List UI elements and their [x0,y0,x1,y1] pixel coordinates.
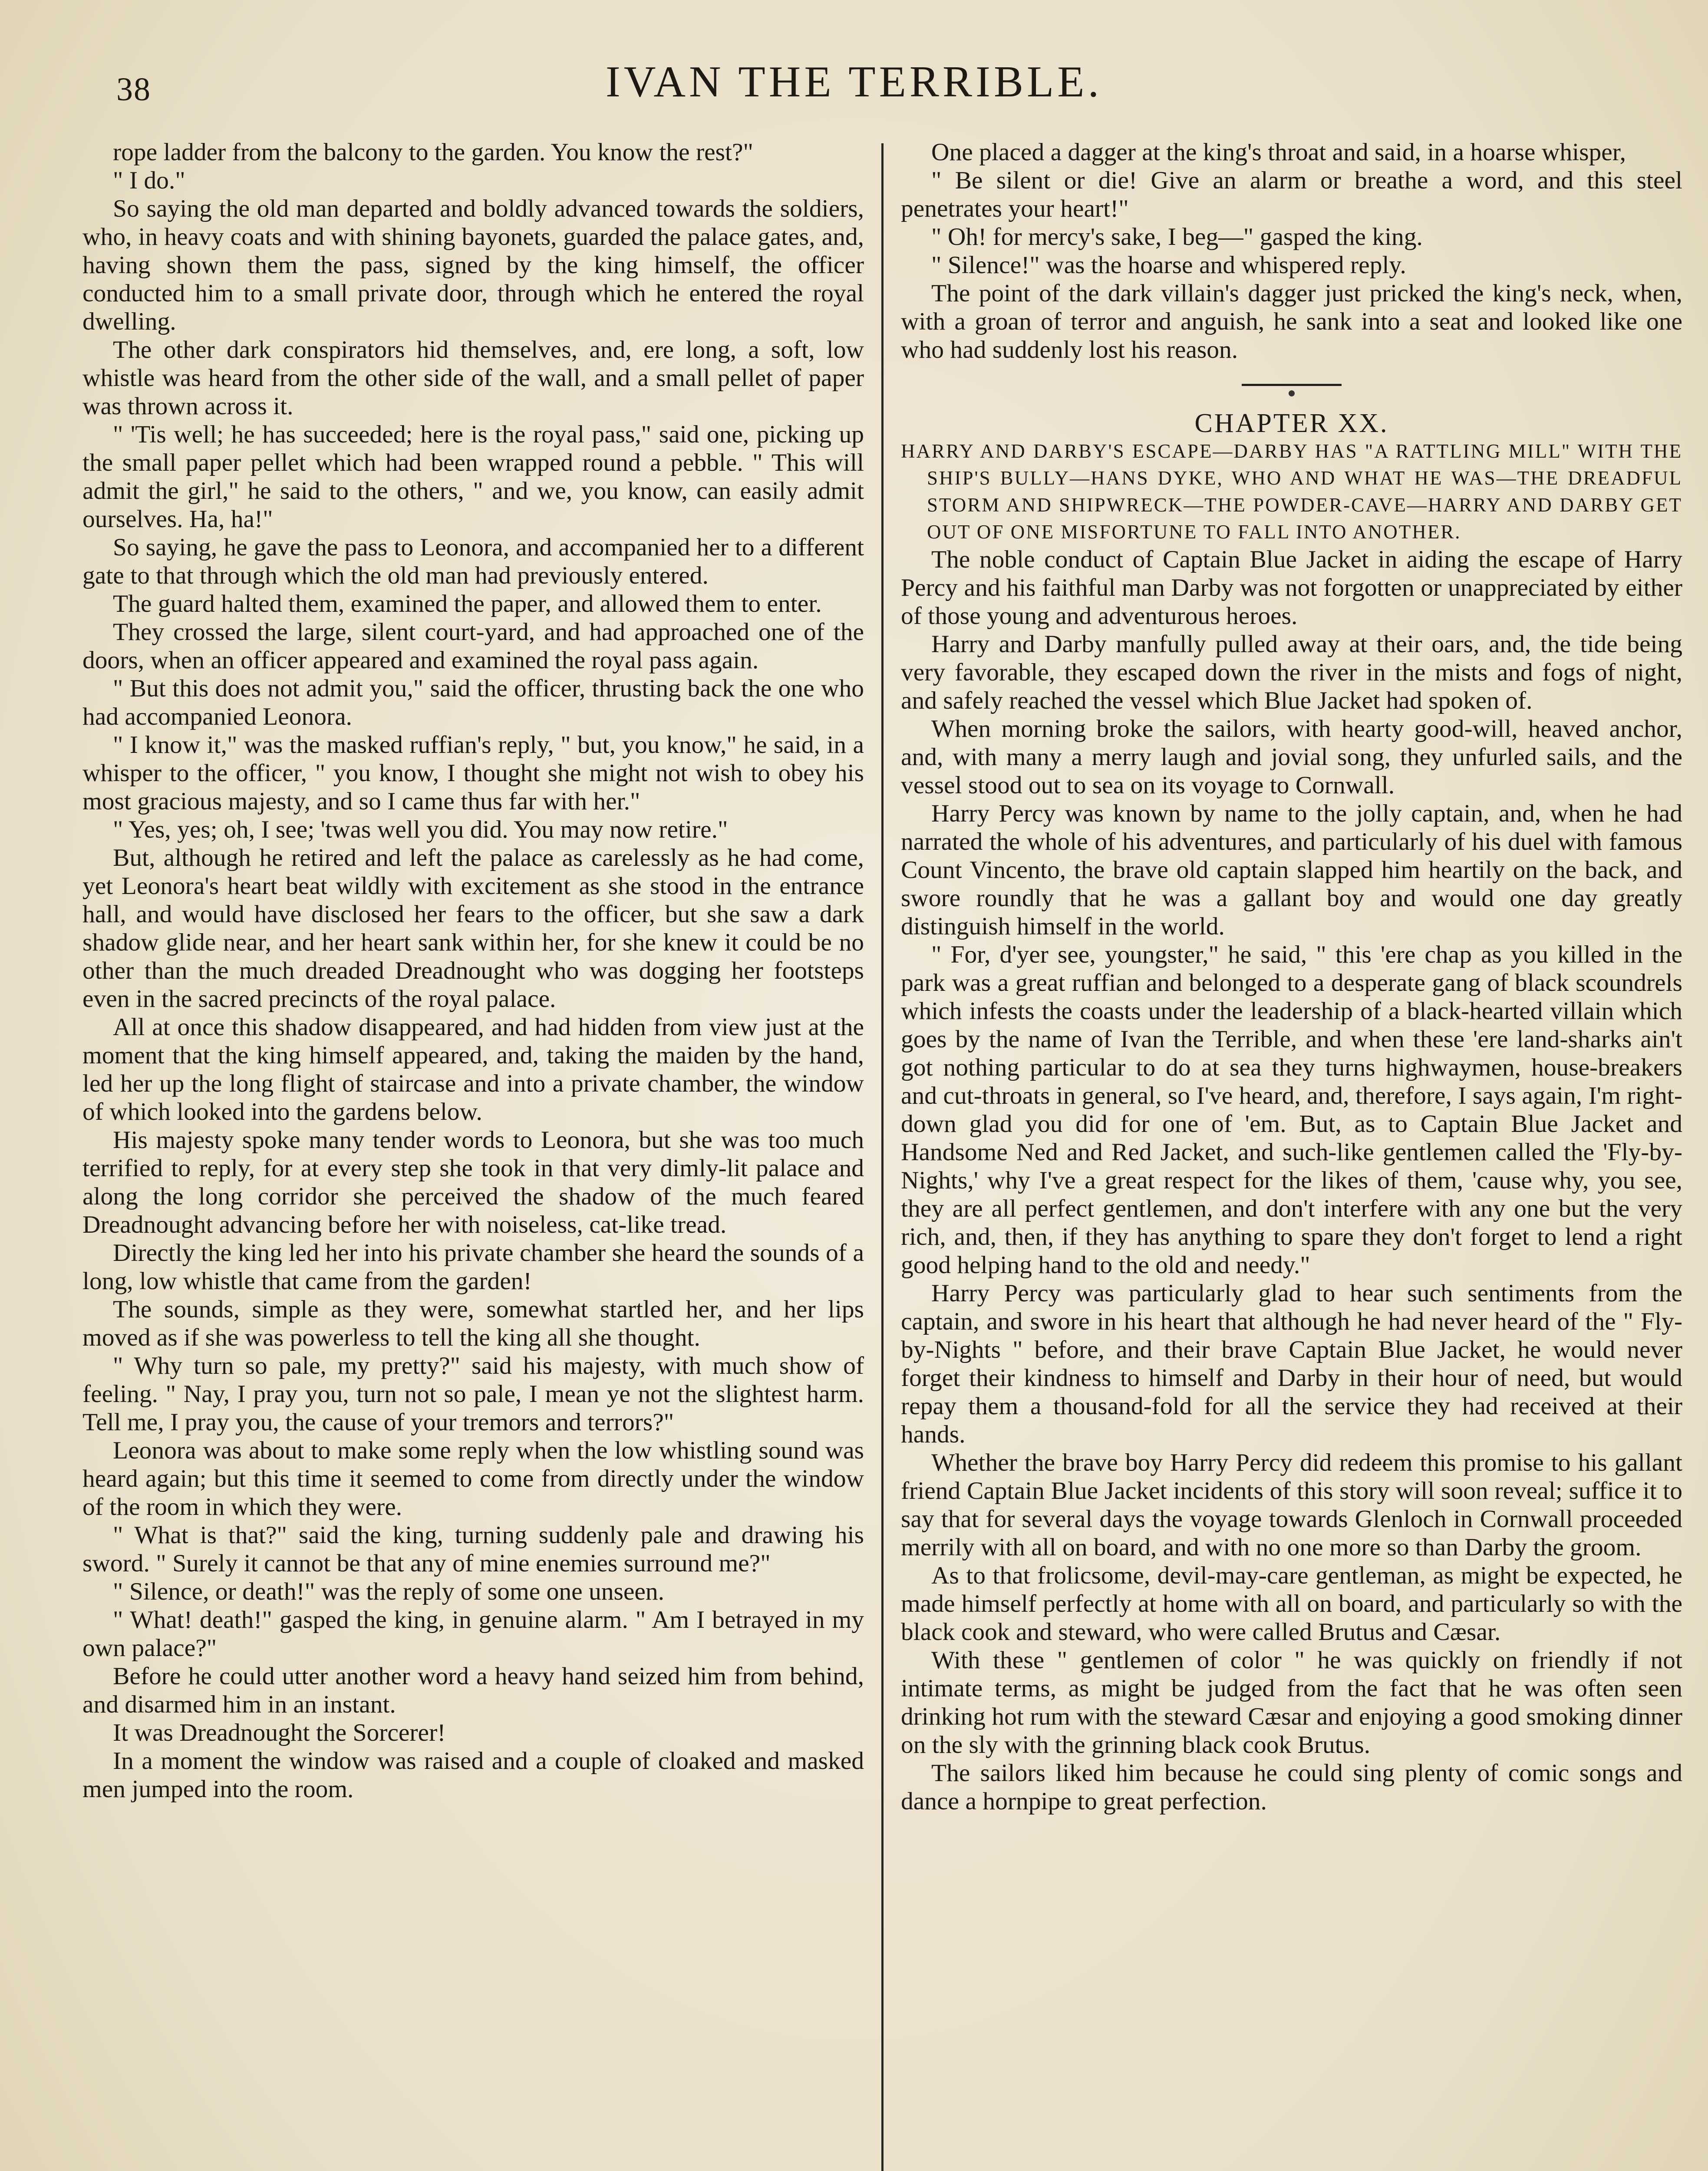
paragraph: They crossed the large, silent court-yard, and had approached one of the doors, when an officer appeared and examined the royal pass again. [82,618,864,674]
paragraph: So saying the old man departed and boldly advanced towards the soldiers, who, in heavy coats and with shining bayonets, guarded the palace gates, and, having shown them the pass, signed by the king himself, the officer conducted him to a small private door, through which he entered the royal dwelling. [82,195,864,335]
paragraph: " For, d'yer see, youngster," he said, " this 'ere chap as you killed in the park was a great ruffian and belonged to a desperate gang of black scoundrels which infests the coasts under the leadership of a black-hearted villain which goes by the name of Ivan the Terrible, and when these 'ere land-sharks ain't got nothing particular to do at sea they turns highwaymen, house-breakers and cut-throats in general, so I've heard, and, therefore, I says again, I'm right-down glad you did for one of 'em. But, as to Captain Blue Jacket and Handsome Ned and Red Jacket, and such-like gentlemen called the 'Fly-by-Nights,' why I've a great respect for the likes of them, 'cause why, you see, they are all perfect gentlemen, and don't interfere with any one but the very rich, and, then, if they has anything to spare they don't forget to lend a right good helping hand to the old and needy." [901,941,1682,1279]
paragraph: So saying, he gave the pass to Leonora, and accompanied her to a different gate to that through which the old man had previously entered. [82,534,864,589]
paragraph: Before he could utter another word a heavy hand seized him from behind, and disarmed him in an instant. [82,1663,864,1718]
paragraph: Harry and Darby manfully pulled away at their oars, and, the tide being very favorable, they escaped down the river in the mists and fogs of night, and safely reached the vessel which Blue Jacket had spoken of. [901,630,1682,714]
paragraph: It was Dreadnought the Sorcerer! [113,1719,446,1746]
paragraph: " Silence, or death!" was the reply of some one unseen. [113,1578,665,1605]
paragraph: Directly the king led her into his private chamber she heard the sounds of a long, low whistle that came from the garden! [82,1239,864,1295]
paragraph: " Why turn so pale, my pretty?" said his majesty, with much show of feeling. " Nay, I pray you, turn not so pale, I mean ye not the slightest harm. Tell me, I pray you, the cause of your tremors and terrors?" [82,1352,864,1436]
right-column-top [901,138,1682,364]
paragraph: rope ladder from the balcony to the garden. You know the rest?" [113,139,753,166]
left-column [82,138,864,2171]
running-head: IVAN THE TERRIBLE. [605,57,1103,106]
chapter-summary: HARRY AND DARBY'S ESCAPE—DARBY HAS "A RATTLING MILL" WITH THE SHIP'S BULLY—HANS DYKE, WHO AND WHAT HE WAS—THE DREADFUL STORM AND SHIPWRECK—THE POWDER-CAVE—HARRY AND DARBY GET OUT OF ONE MISFORTUNE TO FALL INTO ANOTHER. [901,440,1682,543]
chapter-title: CHAPTER XX. [1194,409,1389,438]
paragraph: " Silence!" was the hoarse and whispered reply. [931,251,1406,279]
paragraph: " Be silent or die! Give an alarm or breathe a word, and this steel penetrates your heart!" [901,167,1682,222]
paragraph: Leonora was about to make some reply when the low whistling sound was heard again; but this time it seemed to come from directly under the window of the room in which they were. [82,1437,864,1521]
paragraph: " I know it," was the masked ruffian's reply, " but, you know," he said, in a whisper to the officer, " you know, I thought she might not wish to obey his most gracious majesty, and so I came thus far with her." [82,731,864,815]
paragraph: His majesty spoke many tender words to Leonora, but she was too much terrified to reply, for at every step she took in that very dimly-lit palace and along the long corridor she perceived the shadow of the much feared Dreadnought advancing before her with noiseless, cat-like tread. [82,1126,864,1238]
paragraph: All at once this shadow disappeared, and had hidden from view just at the moment that the king himself appeared, and, taking the maiden by the hand, led her up the long flight of staircase and into a private chamber, the window of which looked into the gardens below. [82,1013,864,1125]
paragraph: " What! death!" gasped the king, in genuine alarm. " Am I betrayed in my own palace?" [82,1606,864,1662]
paragraph: The guard halted them, examined the paper, and allowed them to enter. [113,590,822,617]
paragraph: The sounds, simple as they were, somewhat startled her, and her lips moved as if she was powerless to tell the king all she thought. [82,1296,864,1351]
paragraph: " Yes, yes; oh, I see; 'twas well you did. You may now retire." [113,816,728,843]
paragraph: " I do." [113,167,185,194]
paragraph: The sailors liked him because he could sing plenty of comic songs and dance a hornpipe to great perfection. [901,1759,1682,1815]
paragraph: With these " gentlemen of color " he was quickly on friendly if not intimate terms, as might be judged from the fact that he was often seen drinking hot rum with the steward Cæsar and enjoying a good smoking dinner on the sly with the grinning black cook Brutus. [901,1646,1682,1759]
paragraph: In a moment the window was raised and a couple of cloaked and masked men jumped into the room. [82,1747,864,1803]
paragraph: When morning broke the sailors, with hearty good-will, heaved anchor, and, with many a merry laugh and jovial song, they unfurled sails, and the vessel stood out to sea on its voyage to Cornwall. [901,715,1682,799]
paragraph: " 'Tis well; he has succeeded; here is the royal pass," said one, picking up the small paper pellet which had been wrapped round a pebble. " This will admit the girl," he said to the others, " and we, you know, can easily admit ourselves. Ha, ha!" [82,421,864,533]
paragraph: One placed a dagger at the king's throat and said, in a hoarse whisper, [931,139,1626,166]
paragraph: Whether the brave boy Harry Percy did redeem this promise to his gallant friend Captain Blue Jacket incidents of this story will soon reveal; suffice it to say that for several days the voyage towards Glenloch in Cornwall proceeded merrily with all on board, and with no one more so than Darby the groom. [901,1449,1682,1561]
paragraph: " What is that?" said the king, turning suddenly pale and drawing his sword. " Surely it cannot be that any of mine enemies surround me?" [82,1521,864,1577]
right-column [901,138,1682,2171]
column-divider [881,143,884,2171]
paragraph: As to that frolicsome, devil-may-care gentleman, as might be expected, he made himself perfectly at home with all on board, and particularly so with the black cook and steward, who were called Brutus and Cæsar. [901,1562,1682,1646]
paragraph: The other dark conspirators hid themselves, and, ere long, a soft, low whistle was heard from the other side of the wall, and a small pellet of paper was thrown across it. [82,336,864,420]
page-number: 38 [116,71,151,108]
paragraph: But, although he retired and left the palace as carelessly as he had come, yet Leonora's heart beat wildly with excitement as she stood in the entrance hall, and would have disclosed her fears to the officer, but she saw a dark shadow glide near, and her heart sank within her, for she knew it could be no other than the much dreaded Dreadnought who was dogging her footsteps even in the sacred precincts of the royal palace. [82,844,864,1013]
paragraph: " Oh! for mercy's sake, I beg—" gasped the king. [931,223,1423,251]
paragraph: Harry Percy was known by name to the jolly captain, and, when he had narrated the whole of his adventures, and particularly of his duel with famous Count Vincento, the brave old captain slapped him heartily on the back, and swore roundly that he was a gallant boy and would one day greatly distinguish himself in the world. [901,800,1682,940]
right-column-bottom [901,545,1682,1815]
paragraph: Harry Percy was particularly glad to hear such sentiments from the captain, and swore in his heart that although he had never heard of the " Fly-by-Nights " before, and their brave Captain Blue Jacket, he would never forget their kindness to himself and Darby in their hour of need, but would repay them a thousand-fold for all the service they had received at their hands. [901,1280,1682,1448]
paragraph: The noble conduct of Captain Blue Jacket in aiding the escape of Harry Percy and his faithful man Darby was not forgotten or unappreciated by either of those young and adventurous heroes. [901,546,1682,630]
paragraph: " But this does not admit you," said the officer, thrusting back the one who had accompanied Leonora. [82,675,864,730]
paragraph: The point of the dark villain's dagger just pricked the king's neck, when, with a groan of terror and anguish, he sank into a seat and looked like one who had suddenly lost his reason. [901,280,1682,363]
section-divider [1242,384,1342,386]
section-ornament [1289,390,1295,396]
